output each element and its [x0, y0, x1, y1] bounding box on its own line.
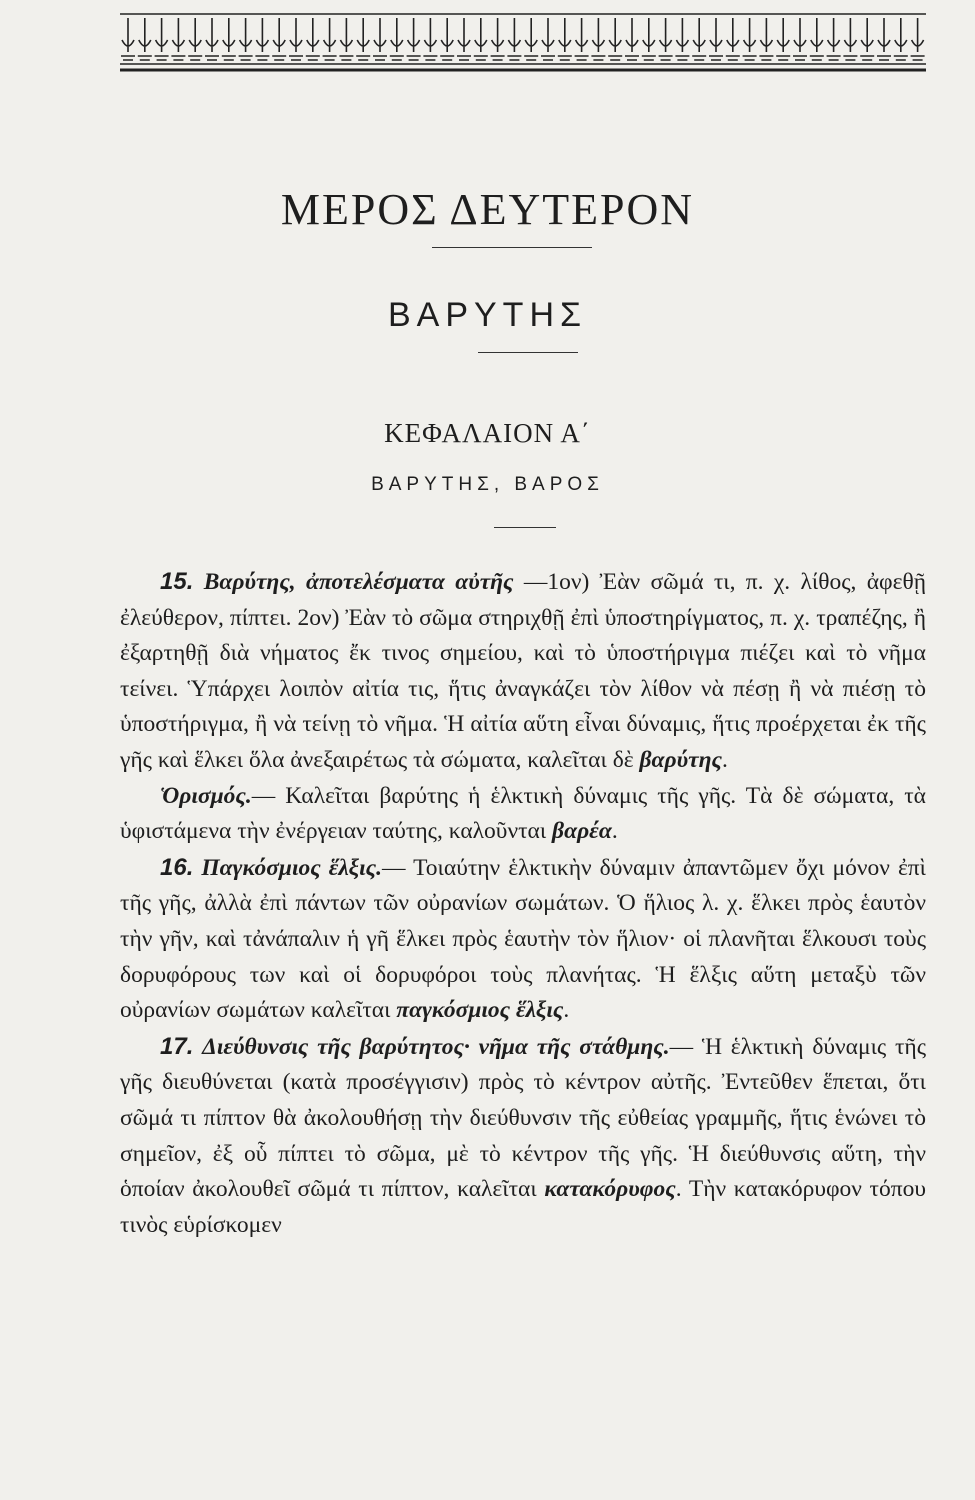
- ornament-motif: [507, 18, 521, 60]
- ornament-motif: [558, 18, 572, 60]
- ornament-motif: [860, 18, 874, 60]
- ornament-motif: [642, 18, 656, 60]
- ornament-motif: [440, 18, 454, 60]
- title-divider: [432, 247, 592, 248]
- ornament-motif: [894, 18, 908, 60]
- ornament-motif: [625, 18, 639, 60]
- ornament-motif: [390, 18, 404, 60]
- book-title: ΒΑΡΥΤΗΣ: [387, 296, 588, 334]
- chapter-subtitle: ΒΑΡΥΤΗΣ, ΒΑΡΟΣ: [371, 474, 604, 495]
- ornament-motif: [659, 18, 673, 60]
- decorative-header-border: [120, 12, 926, 74]
- ornament-motif: [491, 18, 505, 60]
- ornament-motif: [423, 18, 437, 60]
- ornament-motif: [356, 18, 370, 60]
- section-text: — Τοιαύτην ἑλκτικὴν δύναμιν ἀπαντῶμεν ὄχι μόνον ἐπὶ τῆς γῆς, ἀλλὰ ἐπὶ πάντων τῶν οὐρανίων σωμάτων. Ὁ ἥλιος λ. χ. ἕλκει πρὸς ἑαυτὸν τὴν γῆν, καὶ τἀνάπαλιν ἡ γῆ ἕλκει πρὸς ἑαυτὴν τὸν ἥλιον· οἱ πλανῆται ἕλκουσι τοὺς δορυφόρους των καὶ οἱ δορυφόροι τοὺς πλανήτας. Ἡ ἕλξις αὕτη μεταξὺ τῶν οὐρανίων σωμάτων καλεῖται: [120, 854, 926, 1024]
- punctuation: .: [563, 997, 570, 1024]
- ornament-motif: [138, 18, 152, 60]
- ornament-motif: [474, 18, 488, 60]
- ornament-motif: [188, 18, 202, 60]
- ornament-motif: [407, 18, 421, 60]
- chapter-heading: ΚΕΦΑΛΑΙΟΝ Α΄: [384, 418, 591, 448]
- ornament-motif: [709, 18, 723, 60]
- ornament-motif: [743, 18, 757, 60]
- definition-label: Ὁρισμός.: [160, 782, 252, 809]
- ornament-motif: [524, 18, 538, 60]
- ornament-motif: [911, 18, 925, 60]
- punctuation: .: [611, 818, 618, 845]
- section-16: [120, 850, 926, 1029]
- key-term: βαρέα: [552, 818, 612, 845]
- part-title: ΜΕΡΟΣ ΔΕΥΤΕΡΟΝ: [280, 185, 695, 234]
- section-heading: Παγκόσμιος ἕλξις.: [201, 854, 382, 881]
- definition-text: — Καλεῖται βαρύτης ἡ ἑλκτικὴ δύναμις τῆς γῆς. Τὰ δὲ σώματα, τὰ ὑφιστάμενα τὴν ἐνέργειαν ταύτης, καλοῦνται: [120, 782, 926, 845]
- ornament-motif: [171, 18, 185, 60]
- section-number: 17.: [160, 1032, 194, 1060]
- chapter-divider: [494, 527, 556, 528]
- ornament-motif: [239, 18, 253, 60]
- ornament-motif: [306, 18, 320, 60]
- key-term: κατακόρυφος: [544, 1176, 676, 1203]
- ornament-motif: [205, 18, 219, 60]
- ornament-motif: [323, 18, 337, 60]
- ornament-motif: [776, 18, 790, 60]
- ornament-motif: [726, 18, 740, 60]
- ornament-motif: [827, 18, 841, 60]
- ornament-motif: [675, 18, 689, 60]
- ornament-motif: [759, 18, 773, 60]
- ornament-motif: [339, 18, 353, 60]
- section-text: — Ἡ ἑλκτικὴ δύναμις τῆς γῆς διευθύνεται (κατὰ προσέγγισιν) πρὸς τὸ κέντρον αὐτῆς. Ἐντεῦθεν ἕπεται, ὅτι σῶμά τι πίπτον θὰ ἀκολουθήσῃ τὴν διεύθυνσιν τῆς εὐθείας γραμμῆς, ἥτις ἑνώνει τὸ σημεῖον, ἐξ οὗ πίπτει τὸ σῶμα, μὲ τὸ κέντρον τῆς γῆς. Ἡ διεύθυνσις αὕτη, τὴν ὁποίαν ἀκολουθεῖ σῶμά τι πίπτον, καλεῖται: [120, 1033, 927, 1203]
- ornament-motif: [541, 18, 555, 60]
- ornament-motif: [810, 18, 824, 60]
- definition: [120, 779, 926, 850]
- section-number: 15.: [160, 568, 194, 595]
- section-15: [120, 564, 926, 779]
- ornament-motif: [121, 18, 135, 60]
- ornament-motif: [155, 18, 169, 60]
- ornament-motif: [843, 18, 857, 60]
- ornament-motif: [222, 18, 236, 60]
- section-number: 16.: [160, 853, 194, 881]
- ornament-motif: [793, 18, 807, 60]
- ornament-motif: [373, 18, 387, 60]
- section-heading: Βαρύτης, ἀποτελέσματα αὐτῆς: [203, 569, 514, 595]
- ornament-motif: [575, 18, 589, 60]
- ornament-motif: [877, 18, 891, 60]
- section-text-continued: . Τὴν κατακόρυφον τόπου τινὸς εὑρίσκομεν: [120, 1176, 926, 1238]
- key-term: βαρύτης: [639, 746, 722, 773]
- section-text: —1ον) Ἐὰν σῶμά τι, π. χ. λίθος, ἀφεθῇ ἐλεύθερον, πίπτει. 2ον) Ἐὰν τὸ σῶμα στηριχθῇ ἐπὶ ὑποστηρίγματος, π. χ. τραπέζης, ἢ ἐξαρτηθῇ διὰ νήματος ἔκ τινος σημείου, καὶ τὸ ὑποστήριγμα πιέζει καὶ τὸ νῆμα τείνει. Ὑπάρχει λοιπὸν αἰτία τις, ἥτις ἀναγκάζει τὸν λίθον νὰ πέσῃ ἢ νὰ πιέσῃ τὸ ὑποστήριγμα, ἢ νὰ τείνῃ τὸ νῆμα. Ἡ αἰτία αὕτη εἶναι δύναμις, ἥτις προέρχεται ἐκ τῆς γῆς καὶ ἕλκει ὅλα ἀνεξαιρέτως τὰ σώματα, καλεῖται δὲ: [120, 569, 927, 773]
- ornament-motif: [255, 18, 269, 60]
- ornament-motif: [272, 18, 286, 60]
- book-title-underline: [478, 352, 578, 353]
- ornament-motif: [457, 18, 471, 60]
- ornament-motif: [289, 18, 303, 60]
- key-term: παγκόσμιος ἕλξις: [396, 997, 564, 1024]
- punctuation: .: [721, 746, 728, 773]
- section-17: [120, 1029, 926, 1244]
- ornament-motif: [692, 18, 706, 60]
- ornament-motif: [608, 18, 622, 60]
- section-heading: Διεύθυνσις τῆς βαρύτητος· νῆμα τῆς στάθμης.: [202, 1033, 670, 1060]
- body-text: [120, 564, 926, 1243]
- ornament-motif: [591, 18, 605, 60]
